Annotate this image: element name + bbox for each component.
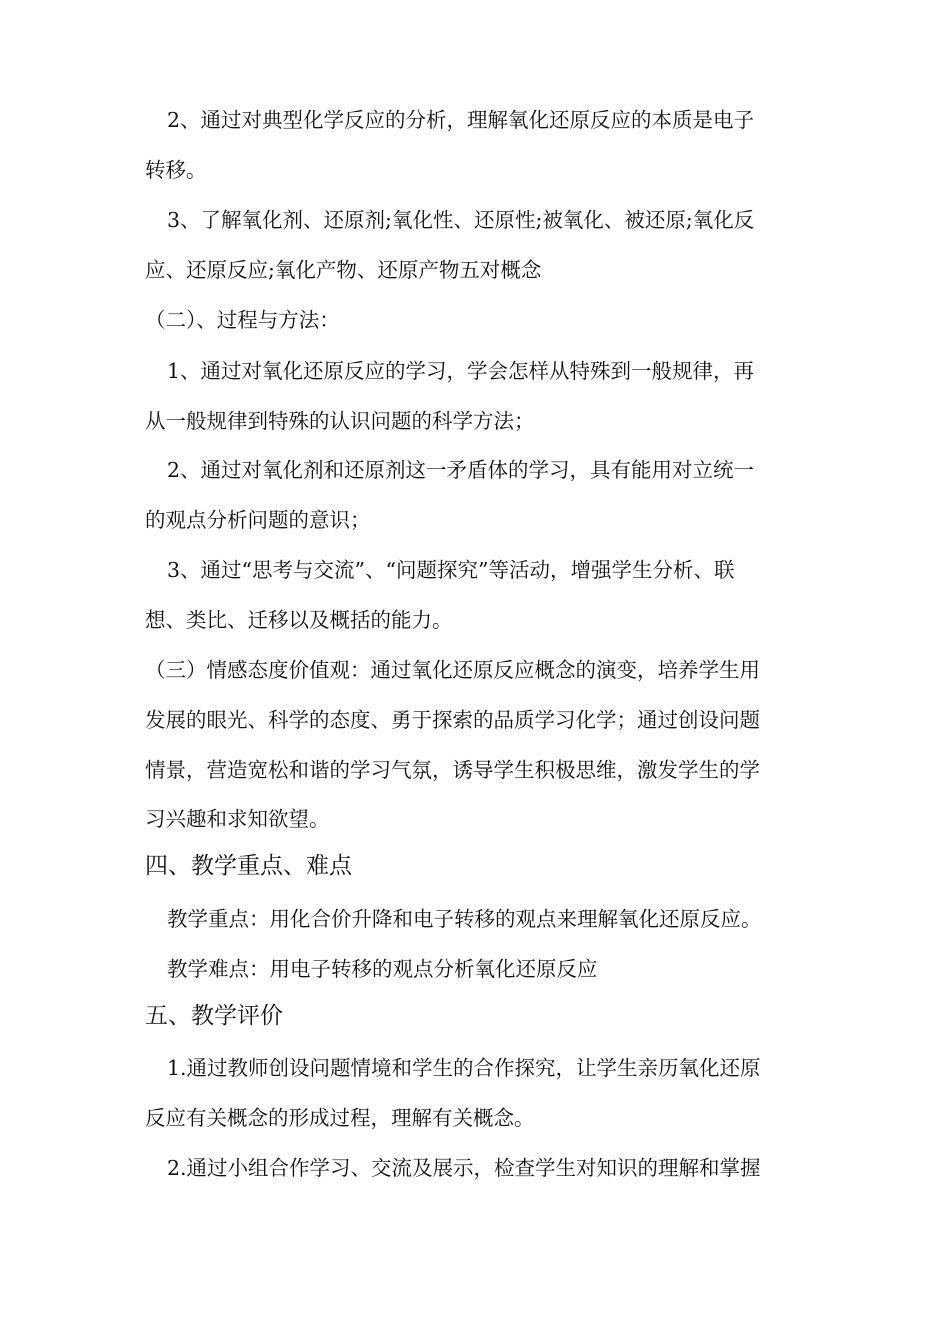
text-line: 从一般规律到特殊的认识问题的科学方法；	[145, 409, 535, 433]
text-line: 教学难点：用电子转移的观点分析氧化还原反应	[167, 957, 598, 981]
text-line: 情景，营造宽松和谐的学习气氛，诱导学生积极思维，激发学生的学	[145, 758, 760, 782]
text-line: 发展的眼光、科学的态度、勇于探索的品质学习化学；通过创设问题	[145, 708, 760, 732]
text-line: 想、类比、迁移以及概括的能力。	[145, 608, 453, 632]
text-line: 教学重点：用化合价升降和电子转移的观点来理解氧化还原反应。	[167, 907, 762, 931]
text-line: 2.通过小组合作学习、交流及展示，检查学生对知识的理解和掌握	[167, 1156, 761, 1180]
text-line: （三）情感态度价值观：通过氧化还原反应概念的演变，培养学生用	[145, 658, 760, 682]
text-line: 3、通过“思考与交流”、“问题探究”等活动，增强学生分析、联	[167, 558, 735, 582]
section-heading: 五、教学评价	[145, 1003, 283, 1029]
section-heading: 四、教学重点、难点	[145, 853, 352, 879]
text-line: 应、还原反应;氧化产物、还原产物五对概念	[145, 258, 542, 282]
section-subheading: （二）、过程与方法：	[145, 308, 340, 332]
text-line: 反应有关概念的形成过程，理解有关概念。	[145, 1106, 535, 1130]
text-line: 的观点分析问题的意识；	[145, 508, 371, 532]
text-line: 1.通过教师创设问题情境和学生的合作探究，让学生亲历氧化还原	[167, 1056, 761, 1080]
text-line: 习兴趣和求知欲望。	[145, 807, 330, 831]
text-line: 2、通过对氧化剂和还原剂这一矛盾体的学习，具有能用对立统一	[167, 458, 755, 482]
text-line: 1、通过对氧化还原反应的学习，学会怎样从特殊到一般规律，再	[167, 359, 755, 383]
text-line: 3、了解氧化剂、还原剂;氧化性、还原性;被氧化、被还原;氧化反	[167, 208, 755, 232]
text-line: 转移。	[145, 158, 207, 182]
text-line: 2、通过对典型化学反应的分析，理解氧化还原反应的本质是电子	[167, 108, 755, 132]
